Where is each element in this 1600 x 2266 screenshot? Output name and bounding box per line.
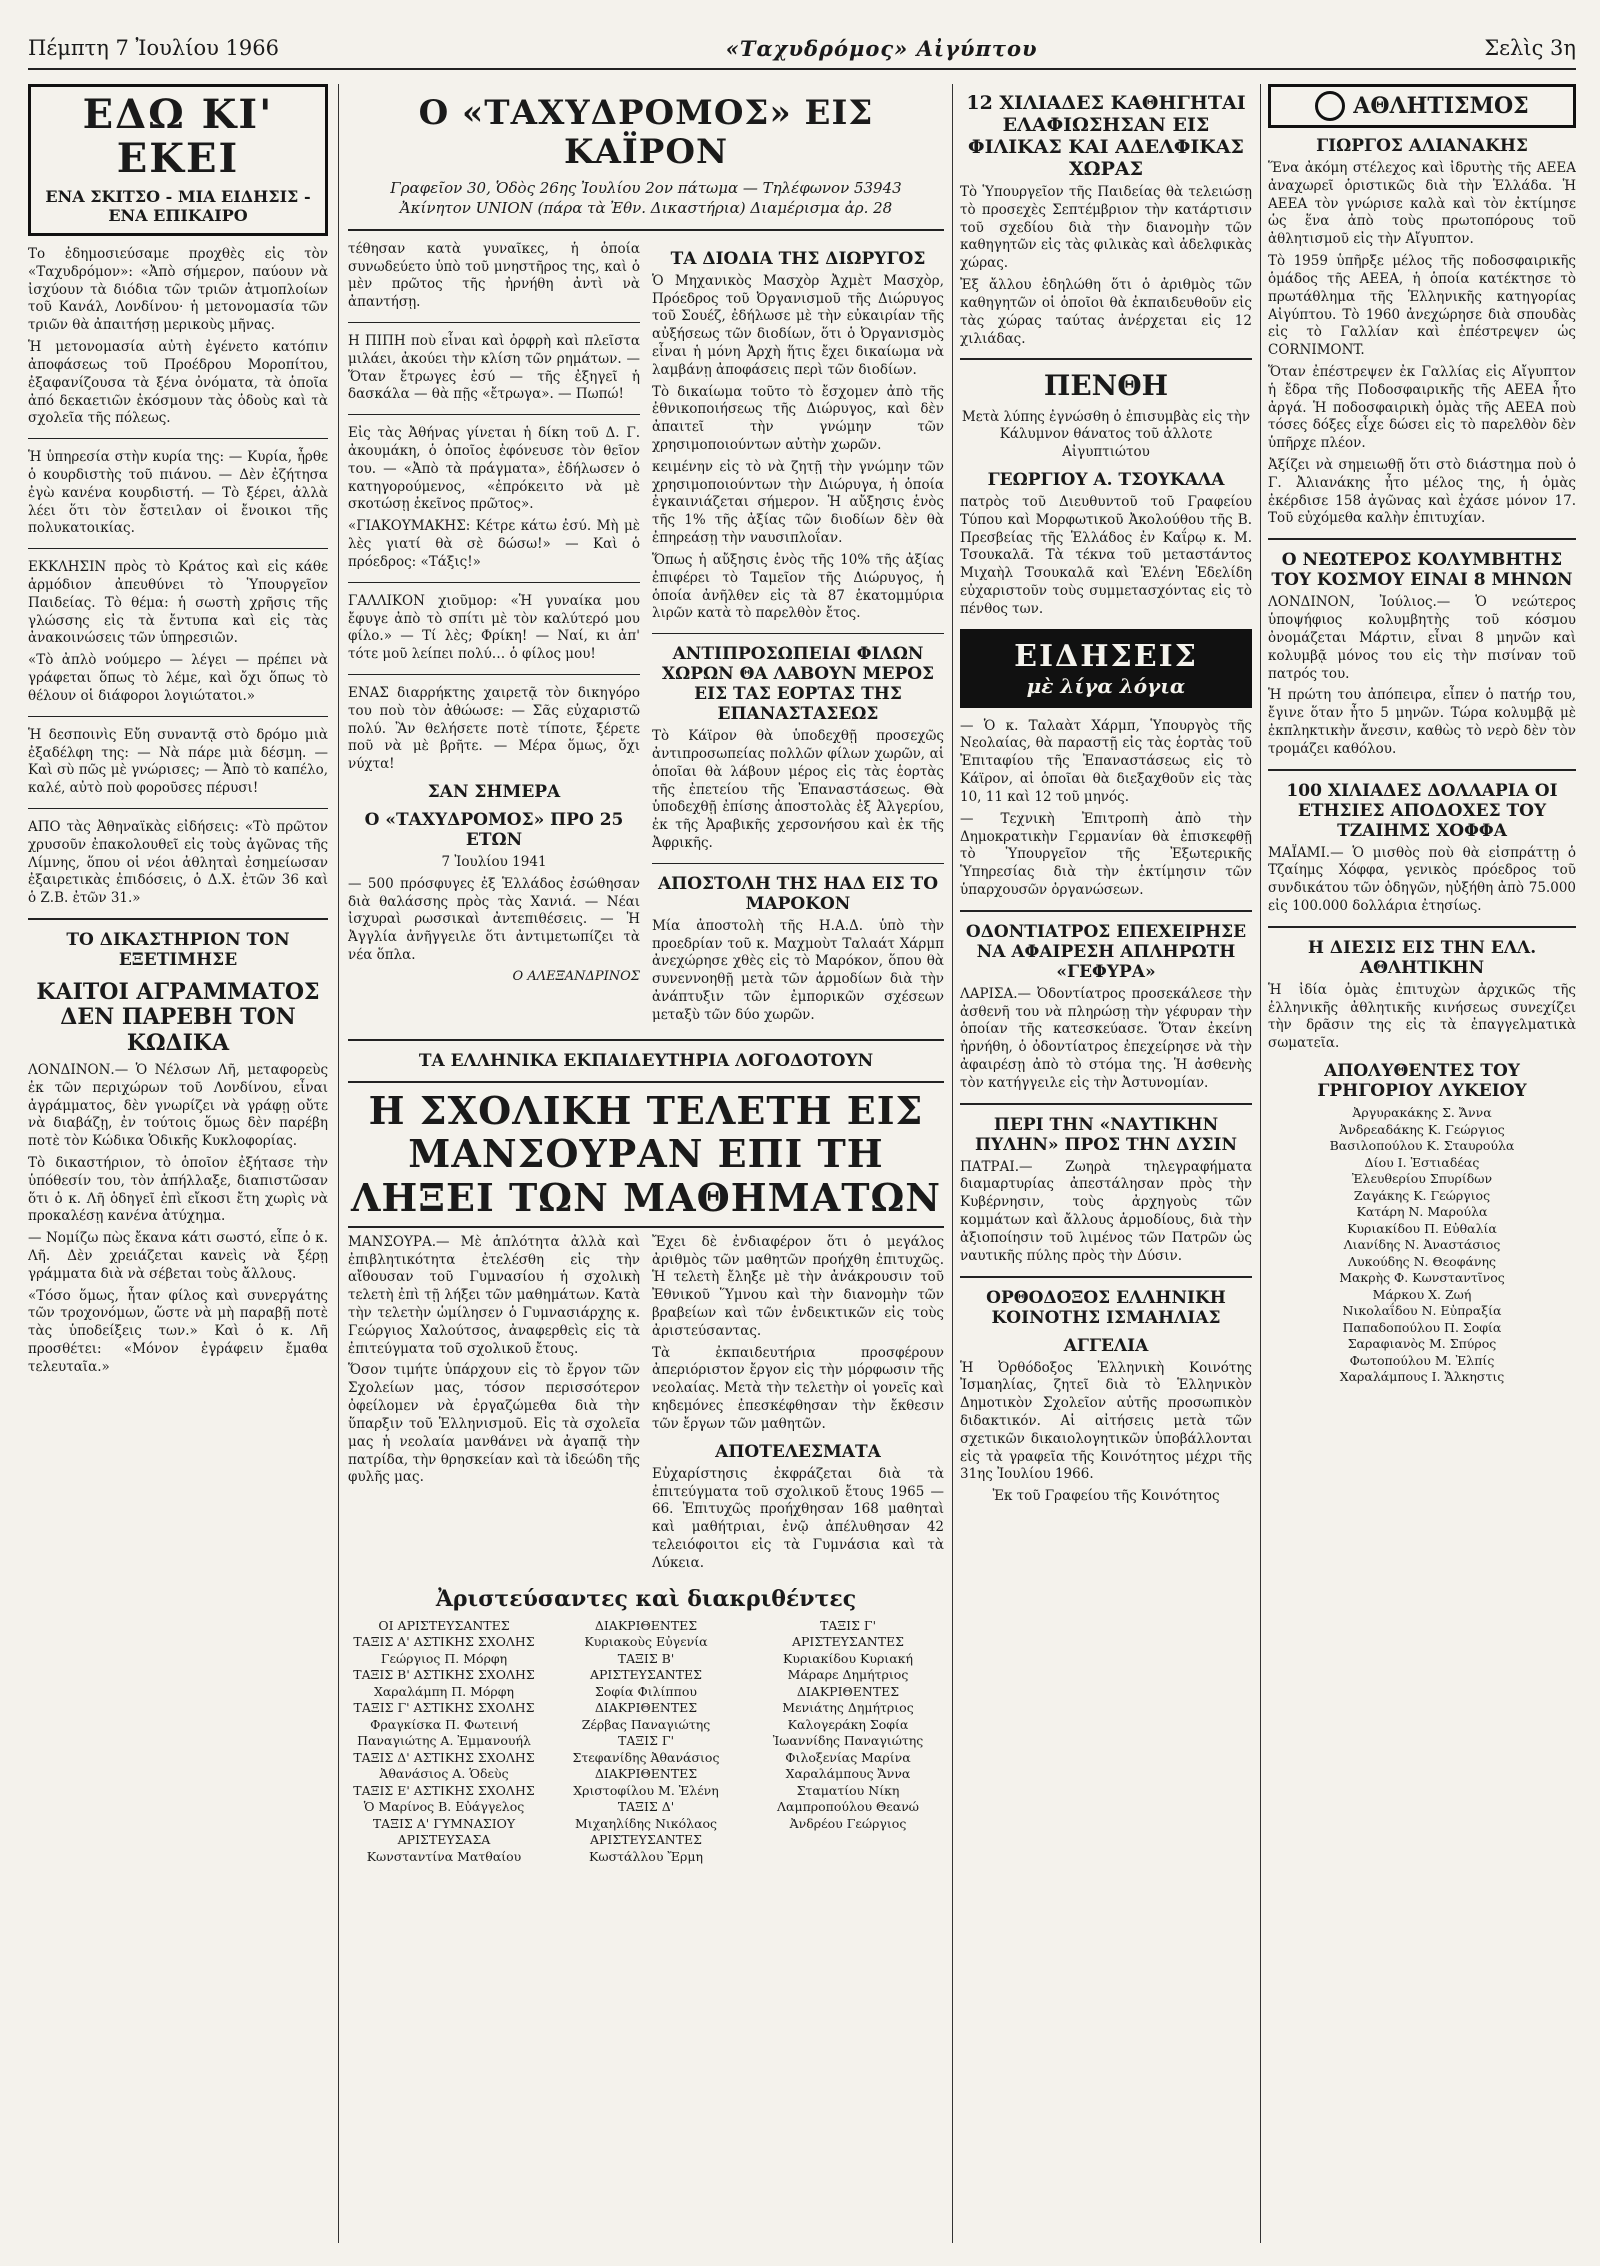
article-paragraph: Τὸ δικαστήριον, τὸ ὁποῖον ἐξήτασε τὴν ὑπόθεσίν του, τὸν ἀπήλλαξε, διαπιστῶσαν ὅτι ὁ κ. Λῆ ὁδηγεῖ ἐπὶ εἴκοσι ἔτη χωρὶς νὰ προκαλέσῃ κανένα ἀτύχημα. (28, 1154, 328, 1225)
article-paragraph: Η ΠΙΠΗ ποὺ εἶναι καὶ ὀρφρὴ καὶ πλεῖστα μιλάει, ἀκούει τὴν κλίση τῶν ρημάτων. — Ὅταν ἔτρωγες ἐσύ — τῆς ἐξηγεῖ ἡ δασκάλα — θὰ πῇς «ἔτρωγα». — Πωπώ! (348, 332, 640, 403)
list-item: Σοφία Φιλίππου (595, 1683, 697, 1699)
article-paragraph: ΛΟΝΔΙΝΟΝ, Ἰούλιος.— Ὁ νεώτερος ὑποψήφιος κολυμβητὴς τοῦ κόσμου ὀνομάζεται Μάρτιν, εἶναι 8 μηνῶν καὶ κολυμβᾷ μόνος του εἰς τὴν πισίναν τοῦ πατρός του. (1268, 594, 1576, 682)
list-item: Ἀνδρεαδάκης Κ. Γεώργιος (1339, 1121, 1505, 1137)
list-item: ΤΑΞΙΣ Β' ΑΣΤΙΚΗΣ ΣΧΟΛΗΣ (353, 1667, 535, 1683)
article-paragraph: Τὸ Κάϊρον θὰ ὑποδεχθῇ προσεχῶς ἀντιπροσωπείας πολλῶν φίλων χωρῶν, αἱ ὁποῖαι θὰ λάβουν μέρος εἰς τὰς ἑορτὰς τῆς ἐπετείου τῆς Ἐπαναστάσεως. Θὰ ὑποδεχθῇ ἐπίσης ἀποστολὰς ἐξ Ἀλγερίου, ἐκ τῆς Ἀραβικῆς χερσονήσου καὶ ἐκ τῆς Ἀφρικῆς. (652, 728, 944, 851)
list-item: ΤΑΞΙΣ Δ' ΑΣΤΙΚΗΣ ΣΧΟΛΗΣ (353, 1749, 535, 1765)
list-item: Ἐλευθερίου Σπυρίδων (1351, 1171, 1493, 1187)
article-paragraph: ΜΑΝΣΟΥΡΑ.— Μὲ ἁπλότητα ἀλλὰ καὶ ἐπιβλητικότητα ἐτελέσθη εἰς τὴν αἴθουσαν τοῦ Γυμνασίου ἡ σχολικὴ τελετὴ ἐπὶ τῇ λήξει τῶν μαθημάτων. Κατὰ τὴν τελετὴν ὡμίλησεν ὁ Γυμνασιάρχης κ. Γεώργιος Χαλούτσος, ἀναφερθεὶς εἰς τὰ ἐπιτεύγματα τοῦ σχολικοῦ ἔτους. (348, 1233, 640, 1357)
column-news (960, 84, 1252, 2243)
paper-name: «Ταχυδρόμος» Αἰγύπτου (725, 35, 1038, 61)
list-item: Καλογεράκη Σοφία (787, 1716, 909, 1732)
list-item: Φωτοπούλου Μ. Ἐλπίς (1349, 1352, 1495, 1368)
list-item: Μιχαηλίδης Νικόλαος (574, 1815, 718, 1831)
list-item: Κωστάλλου Ἔρμη (589, 1848, 703, 1864)
article-headline: ΓΙΩΡΓΟΣ ΑΛΙΑΝΑΚΗΣ (1316, 136, 1528, 156)
column-masthead (28, 84, 328, 236)
article-paragraph: ΕΚΚΛΗΣΙΝ πρὸς τὸ Κράτος καὶ εἰς κάθε ἁρμόδιον ἀπευθύνει τὸ Ὑπουργεῖον Παιδείας. Τὸ θέμα: ἡ σωστὴ χρῆσις τῆς γλώσσης εἰς τὰ ἔντυπα καὶ εἰς τὰς ἀνακοινώσεις τῶν ὑπηρεσιῶν. (28, 559, 328, 647)
list-item: Φραγκίσκα Π. Φωτεινή (370, 1716, 518, 1732)
article-paragraph: Μετὰ λύπης ἐγνώσθη ὁ ἐπισυμβὰς εἰς τὴν Κάλυμνον θάνατος τοῦ ἀλλοτε Αἰγυπτιώτου (961, 408, 1251, 461)
article-paragraph: ΛΑΡΙΣΑ.— Ὀδοντίατρος προσεκάλεσε τὴν ἀσθενῆ του νὰ πληρώσῃ τὴν γέφυραν τὴν ὁποίαν τῆς κατεσκεύασε. Ὅταν ἐκείνη ἠρνήθη, ὁ ὀδοντίατρος ἐπεχείρησε νὰ τὴν ἀφαιρέσῃ ἀπὸ τὸ στόμα της. Ἡ ἀσθενὴς τὸν κατήγγειλε εἰς τὴν Ἀστυνομίαν. (960, 985, 1252, 1091)
issue-date: Πέμπτη 7 Ἰουλίου 1966 (28, 36, 279, 60)
article-paragraph: — Νομίζω πὼς ἔκανα κάτι σωστό, εἶπε ὁ κ. Λῆ. Δὲν χρειάζεται κανεὶς νὰ ξέρῃ γράμματα διὰ νὰ σέβεται τοὺς ἄλλους. (28, 1230, 328, 1282)
article-paragraph: «ΓΙΑΚΟΥΜΑΚΗΣ: Κέτρε κάτω ἐσύ. Μὴ μὲ λὲς γιατί θὰ σὲ δώσω!» — Καὶ ὁ πρόεδρος: «Τάξις!» (348, 518, 640, 570)
list-item: ΤΑΞΙΣ Α' ΑΣΤΙΚΗΣ ΣΧΟΛΗΣ (353, 1634, 535, 1650)
article-headline: Η ΣΧΟΛΙΚΗ ΤΕΛΕΤΗ ΕΙΣ ΜΑΝΣΟΥΡΑΝ ΕΠΙ ΤΗ ΛΗΞΕΙ ΤΩΝ ΜΑΘΗΜΑΤΩΝ (348, 1081, 944, 1228)
list-item: Ἀθανάσιος Α. Ὁδεὺς (379, 1766, 509, 1782)
list-item: Ὁ Μαρίνος Β. Εὐάγγελος (363, 1799, 525, 1815)
list-item: ΤΑΞΙΣ Γ' (617, 1733, 675, 1749)
list-item: Ἀνδρέου Γεώργιος (789, 1815, 907, 1831)
honors-lists (348, 1618, 944, 1866)
article-paragraph: Ἡ δεσποινὶς Εὔη συναντᾷ στὸ δρόμο μιὰ ἐξαδέλφη της: — Νὰ πάρε μιὰ δέσμη. — Καὶ σὺ πῶς μὲ γνώρισες; — Ἀπὸ τὸ καπέλο, καλέ, αὐτὸ ποὺ φοροῦσες πέρυσι! (28, 726, 328, 797)
list-item: Γεώργιος Π. Μόρφη (380, 1650, 508, 1666)
list-item: Ζέρβας Παναγιώτης (581, 1716, 711, 1732)
schools-body (348, 1234, 944, 1577)
article-headline: 12 ΧΙΛΙΑΔΕΣ ΚΑΘΗΓΗΤΑΙ ΕΛΑΦΙΩΣΗΣΑΝ ΕΙΣ ΦΙΛΙΚΑΣ ΚΑΙ ΑΔΕΛΦΙΚΑΣ ΧΩΡΑΣ (966, 92, 1246, 180)
anniversary-date: 7 Ἰουλίου 1941 (441, 854, 547, 870)
article-headline: Ο ΝΕΩΤΕΡΟΣ ΚΟΛΥΜΒΗΤΗΣ ΤΟΥ ΚΟΣΜΟΥ ΕΙΝΑΙ 8 ΜΗΝΩΝ (1271, 550, 1573, 591)
article-paragraph: ΕΝΑΣ διαρρήκτης χαιρετᾷ τὸν δικηγόρο του ποὺ τὸν ἀθώωσε: — Σᾶς εὐχαριστῶ πολύ. Ἂν θελήσετε ποτὲ τίποτε, ξέρετε ποῦ νὰ μὲ βρῆτε. — Μέρα ὅμως, ὄχι νύχτα! (348, 684, 640, 773)
column-sports (1268, 84, 1576, 2243)
article-headline: ΠΕΡΙ ΤΗΝ «ΝΑΥΤΙΚΗΝ ΠΥΛΗΝ» ΠΡΟΣ ΤΗΝ ΔΥΣΙΝ (974, 1114, 1238, 1155)
list-item: Χαραλάμπη Π. Μόρφη (373, 1683, 515, 1699)
news-brief-banner (960, 629, 1252, 708)
column-author: Ο ΑΛΕΞΑΝΔΡΙΝΟΣ (512, 968, 640, 984)
list-item: ΔΙΑΚΡΙΘΕΝΤΕΣ (594, 1766, 698, 1782)
article-paragraph: ΜΑΪΑΜΙ.— Ὁ μισθὸς ποὺ θὰ εἰσπράττῃ ὁ Τζαίημς Χόφφα, γενικὸς πρόεδρος τοῦ συνδικάτου τῶν ὁδηγῶν, ηὐξήθη ἀπὸ 75.000 εἰς 100.000 δολλάρια ἐτησίως. (1268, 844, 1576, 914)
list-item: Φιλοξενίας Μαρίνα (785, 1749, 911, 1765)
article-paragraph: — Τεχνικὴ Ἐπιτροπὴ ἀπὸ τὴν Δημοκρατικὴν Γερμανίαν θὰ ἐπισκεφθῇ τὸ Ὑπουργεῖον τῆς Ἐξωτερικῆς Ὑπηρεσίας διὰ τὴν ἐκτίμησιν τῶν ὑπαρχουσῶν ὀργανώσεων. (960, 810, 1252, 898)
article-headline: 100 ΧΙΛΙΑΔΕΣ ΔΟΛΛΑΡΙΑ ΟΙ ΕΤΗΣΙΕΣ ΑΠΟΔΟΧΕΣ ΤΟΥ ΤΖΑΙΗΜΣ ΧΟΦΦΑ (1286, 780, 1558, 841)
list-item: Κυριακοὺς Εὐγενία (584, 1634, 708, 1650)
address-line: Ἀκίνητον UNION (πάρα τὰ Ἐθν. Δικαστήρια) Διαμέρισμα ἀρ. 28 (399, 199, 893, 218)
list-item: Λιανίδης Ν. Ἀναστάσιος (1343, 1237, 1501, 1253)
column-rule (952, 84, 953, 2243)
list-item: ΔΙΑΚΡΙΘΕΝΤΕΣ (796, 1683, 900, 1699)
address-line: Γραφεῖον 30, Ὁδὸς 26ης Ἰουλίου 2ον πάτωμα — Τηλέφωνον 53943 (390, 179, 902, 198)
list-item: Λαμπροπούλου Θεανώ (777, 1799, 919, 1815)
column-rule (1260, 84, 1261, 2243)
article-paragraph: Ἡ ἰδία ὁμὰς ἐπιτυχὼν ἀρχικῶς τῆς ἐλληνικῆς ἀθλητικῆς κινήσεως συνεχίζει τὴν δρᾶσιν της εἰς τὰ ἐπαγγελματικὰ σωματεῖα. (1268, 981, 1576, 1052)
column-edo-ki-ekei (28, 84, 328, 2243)
article-paragraph: ΠΑΤΡΑΙ.— Ζωηρὰ τηλεγραφήματα διαμαρτυρίας ἀπεστάλησαν πρὸς τὴν Κυβέρνησιν, τοὺς ἀρχηγοὺς τῶν κομμάτων καὶ ἄλλους ἁρμοδίους, διὰ τὴν ἀξιοποίησιν τοῦ λιμένος τῶν Πατρῶν ὡς ναυτικῆς πύλης πρὸς τὴν Δύσιν. (960, 1158, 1252, 1264)
column-center (348, 84, 944, 2243)
list-item: Σταματίου Νίκη (796, 1782, 900, 1798)
list-item: ΟΙ ΑΡΙΣΤΕΥΣΑΝΤΕΣ (378, 1617, 510, 1633)
list-item: ΤΑΞΙΣ Δ' (617, 1799, 675, 1815)
honors-list-right (752, 1618, 944, 1866)
article-paragraph: Το ἐδημοσιεύσαμε προχθὲς εἰς τὸν «Ταχυδρόμον»: «Ἀπὸ σήμερον, παύουν νὰ ἰσχύουν τὰ διόδια τῶν τριῶν ἀτμοπλοίων τοῦ Κανάλ, Λονδίνου· ἡ μετονομασία τῶν τριῶν θὰ ἀπαιτήσῃ μερικοὺς μῆνας. (28, 246, 328, 334)
article-paragraph: Ἡ ὑπηρεσία στὴν κυρία της: — Κυρία, ἦρθε ὁ κουρδιστὴς τοῦ πιάνου. — Δὲν ἐζήτησα ἐγὼ κανένα κουρδιστή. — Τὸ ξέρει, ἀλλὰ λέει ὅτι τὸν ἔστειλαν οἱ ἔνοικοι τῆς πολυκατοικίας. (28, 449, 328, 537)
article-headline: ΑΠΟΣΤΟΛΗ ΤΗΣ ΗΑΔ ΕΙΣ ΤΟ ΜΑΡΟΚΟΝ (657, 873, 939, 914)
list-item: Κυριακίδου Π. Εὐθαλία (1347, 1220, 1497, 1236)
obituary-name: ΓΕΩΡΓΙΟΥ Α. ΤΣΟΥΚΑΛΑ (987, 469, 1225, 490)
article-paragraph: Ἡ Ὀρθόδοξος Ἑλληνικὴ Κοινότης Ἰσμαηλίας, ζητεῖ διὰ τὸ Ἑλληνικὸν Δημοτικὸν Σχολεῖον αὐτῆς προσωπικὸν διδακτικόν. Αἱ αἰτήσεις μετὰ τῶν σχετικῶν δικαιολογητικῶν ὑποβάλλονται εἰς τὰ γραφεῖα τῆς Κοινότητος μέχρι τῆς 31ης Ἰουλίου 1966. (960, 1359, 1252, 1483)
article-paragraph: Ἡ πρώτη του ἀπόπειρα, εἶπεν ὁ πατήρ του, ἔγινε ὅταν ἦτο 5 μηνῶν. Τώρα κολυμβᾷ μὲ ἐκπληκτικὴν ἄνεσιν, καθὼς τὸ νερὸ δὲν τὸν τρομάζει καθόλου. (1268, 687, 1576, 757)
article-paragraph: Ὅπως ἡ αὔξησις ἑνὸς τῆς 10% τῆς ἀξίας ἐπιφέρει τὸ Ταμεῖον τῆς Διώρυγος, ἡ ὁποία ἀνῆλθεν εἰς τὰ 87 ἑκατομμύρια λιρῶν κατὰ τὸ παρελθὸν ἔτος. (652, 551, 944, 622)
column-rule (338, 84, 339, 2243)
article-paragraph: Εὐχαρίστησις ἐκφράζεται διὰ τὰ ἐπιτεύγματα τοῦ σχολικοῦ ἔτους 1965 — 66. Ἐπιτυχῶς προήχθησαν 168 μαθηταὶ καὶ μαθήτριαι, ἐνῷ ἀπέλυθησαν 42 τελειόφοιτοι εἰς τὰ Γυμνάσια καὶ τὰ Λύκεια. (652, 1465, 944, 1571)
article-kicker: ΤΑ ΕΛΛΗΝΙΚΑ ΕΚΠΑΙΔΕΥΤΗΡΙΑ ΛΟΓΟΔΟΤΟΥΝ (418, 1050, 874, 1071)
list-title: ΑΠΟΛΥΘΕΝΤΕΣ ΤΟΥ ΓΡΗΓΟΡΙΟΥ ΛΥΚΕΙΟΥ (1317, 1061, 1527, 1102)
list-item: Στεφανίδης Ἀθανάσιος (572, 1749, 720, 1765)
sports-masthead (1268, 84, 1576, 128)
obituary-title: ΠΕΝΘΗ (1043, 369, 1169, 403)
list-item: Ζαγάκης Κ. Γεώργιος (1353, 1187, 1491, 1203)
article-paragraph: «Τόσο ὅμως, ἦταν φίλος καὶ συνεργάτης τῶν τροχονόμων, ὥστε νὰ μὴ παραβῇ ποτὲ τὰς ὑποδείξεις των.» Καὶ ὁ κ. Λῆ προσθέτει: «Μόνον ἐγράφειν ἔμαθα τελευταῖα.» (28, 1287, 328, 1375)
list-item: Νικολαΐδου Ν. Εὐπραξία (1342, 1303, 1502, 1319)
office-address (348, 178, 944, 219)
section-title: ΑΘΛΗΤΙΣΜΟΣ (1353, 93, 1529, 119)
article-paragraph: ΑΠΟ τὰς Ἀθηναϊκὰς εἰδήσεις: «Τὸ πρῶτον χρυσοῦν ἐπακολουθεῖ εἰς τοὺς ἀγῶνας τῆς Λίμνης, ὅπου οἱ νέοι ἀθληταὶ ἐσημείωσαν ἐξαιρετικὰς ἐπιδόσεις, ὁ Δ.Χ. ἐτῶν 36 καὶ ὁ Ζ.Β. ἐτῶν 31.» (28, 818, 328, 907)
list-item: ΑΡΙΣΤΕΥΣΑΝΤΕΣ (589, 1667, 703, 1683)
list-item: Δίου Ι. Ἑστιαδέας (1364, 1154, 1480, 1170)
banner-title: ΕΙΔΗΣΕΙΣ (1014, 638, 1198, 674)
column-title: ΕΔΩ ΚΙ' ΕΚΕΙ (82, 91, 274, 182)
article-kicker: ΤΟ ΔΙΚΑΣΤΗΡΙΟΝ ΤΟΝ ΕΞΕΤΙΜΗΣΕ (66, 930, 290, 970)
article-paragraph: «Τὸ ἀπλὸ νούμερο — λέγει — πρέπει νὰ γράφεται ὅπως τὸ λέμε, καὶ ὄχι ὅπως τὸ θέλουν οἱ διάφοροι λογιώτατοι.» (28, 652, 328, 704)
list-item: Χαραλάμπους Ι. Ἄλκηστις (1339, 1369, 1505, 1385)
article-paragraph: κειμένην εἰς τὸ νὰ ζητῇ τὴν γνώμην τῶν χρησιμοποιούντων τὴν Διώρυγα, ἡ ὁποία ἐγκαινιάζεται σήμερον. Ἡ αὔξησις ἑνὸς τῆς 1% τῆς ἀξίας τῶν διοδίων δὲν θὰ ἐπηρεάσῃ τὴν ναυσιπλοΐαν. (652, 458, 944, 547)
list-item: Παναγιώτης Α. Ἐμμανουήλ (357, 1733, 531, 1749)
article-headline: ΤΑ ΔΙΟΔΙΑ ΤΗΣ ΔΙΩΡΥΓΟΣ (670, 248, 926, 269)
list-item: ΤΑΞΙΣ Γ' ΑΣΤΙΚΗΣ ΣΧΟΛΗΣ (353, 1700, 535, 1716)
list-item: Βασιλοπούλου Κ. Σταυρούλα (1329, 1138, 1515, 1154)
anniversary-subtitle: Ο «ΤΑΧΥΔΡΟΜΟΣ» ΠΡΟ 25 ΕΤΩΝ (364, 810, 624, 850)
list-item: ΑΡΙΣΤΕΥΣΑΝΤΕΣ (791, 1634, 905, 1650)
results-title: ΑΠΟΤΕΛΕΣΜΑΤΑ (715, 1441, 881, 1462)
graduates-list (1268, 1105, 1576, 1386)
list-item: ΔΙΑΚΡΙΘΕΝΤΕΣ (594, 1617, 698, 1633)
article-paragraph: — Ὁ κ. Ταλαὰτ Χάρμπ, Ὑπουργὸς τῆς Νεολαίας, θὰ παραστῇ εἰς τὰς ἑορτὰς τοῦ Ἐπιταφίου τῆς Ἐπαναστάσεως εἰς τὸ Κάϊρον, αἱ ὁποῖαι θὰ διεξαχθοῦν εἰς τὰς 10, 11 καὶ 12 τοῦ μηνός. (960, 717, 1252, 805)
page-header (28, 28, 1576, 70)
anniversary-text: — 500 πρόσφυγες ἐξ Ἑλλάδος ἐσώθησαν διὰ θαλάσσης πρὸς τὰς Χανιά. — Νέαι ἰσχυραὶ ρωσσικαὶ ἀντεπιθέσεις. — Ἡ Ἀγγλία ἀνῆγγειλε ὅτι ἀντιμετωπίζει τὰ νέα ὅπλα. (348, 875, 640, 964)
list-item: ΔΙΑΚΡΙΘΕΝΤΕΣ (594, 1700, 698, 1716)
article-headline: ΟΔΟΝΤΙΑΤΡΟΣ ΕΠΕΧΕΙΡΗΣΕ ΝΑ ΑΦΑΙΡΕΣΗ ΑΠΛΗΡΩΤΗ «ΓΕΦΥΡΑ» (965, 921, 1247, 982)
list-item: ΑΡΙΣΤΕΥΣΑΣΑ (397, 1832, 491, 1848)
list-item: ΤΑΞΙΣ Γ' (819, 1617, 877, 1633)
article-paragraph: Ἀξίζει νὰ σημειωθῇ ὅτι στὸ διάστημα ποὺ ὁ Γ. Ἀλιανάκης ἦτο μέλος της, ἡ ὁμὰς ἐκέρδισε 158 ἀγῶνας καὶ ἐχάσε μόνον 17. Τοῦ εὐχόμεθα καλὴν ἐπιτυχίαν. (1268, 457, 1576, 527)
list-item: Χριστοφίλου Μ. Ἑλένη (573, 1782, 719, 1798)
list-item: Ἰωαννίδης Παναγιώτης (772, 1733, 924, 1749)
banner-subtitle: μὲ λίγα λόγια (1026, 673, 1186, 698)
article-headline: ΑΝΤΙΠΡΟΣΩΠΕΙΑΙ ΦΙΛΩΝ ΧΩΡΩΝ ΘΑ ΛΑΒΟΥΝ ΜΕΡΟΣ ΕΙΣ ΤΑΣ ΕΟΡΤΑΣ ΤΗΣ ΕΠΑΝΑΣΤΑΣΕΩΣ (661, 644, 935, 725)
list-item: Κωνσταντίνα Ματθαίου (366, 1848, 522, 1864)
list-item: Κατάρη Ν. Μαρούλα (1356, 1204, 1488, 1220)
list-item: ΤΑΞΙΣ Α' ΓΥΜΝΑΣΙΟΥ (372, 1815, 516, 1831)
article-paragraph: Ὅσον τιμήτε ὑπάρχουν εἰς τὸ ἔργον τῶν Σχολείων μας, τόσον περισσότερον ὀφείλομεν νὰ ἐργαζώμεθα διὰ τὴν ὕπαρξιν τοῦ Ἑλληνισμοῦ. Εἰς τὰ σχολεῖα μας ἡ νεολαία μανθάνει νὰ ἀγαπᾷ τὴν πατρίδα, τὴν θρησκείαν καὶ τὰ ἰδεώδη τῆς φυλῆς μας. (348, 1362, 640, 1486)
article-paragraph: πατρὸς τοῦ Διευθυντοῦ τοῦ Γραφείου Τύπου καὶ Μορφωτικοῦ Ἀκολούθου τῆς Β. Πρεσβείας τῆς Ἑλλάδος ἐν Καΐρῳ κ. Μ. Τσουκαλᾶ. Τὰ τέκνα τοῦ μεταστάντος Μιχαὴλ Τσουκαλᾶ καὶ Ἑλένη Ἑδελίδη εὐχαριστοῦν τοὺς συμμετασχόντας εἰς τὸ πένθος των. (960, 493, 1252, 617)
article-headline: ΚΑΙΤΟΙ ΑΓΡΑΜΜΑΤΟΣ ΔΕΝ ΠΑΡΕΒΗ ΤΟΝ ΚΩΔΙΚΑ (36, 979, 320, 1056)
article-paragraph: Τὸ Ὑπουργεῖον τῆς Παιδείας θὰ τελειώσῃ τὸ προσεχὲς Σεπτέμβριον τὴν κατάρτισιν τοῦ σχεδίου διὰ τὴν διανομὴν τῶν καθηγητῶν εἰς τὰς φιλικὰς καὶ ἀδελφικὰς χώρας. (960, 184, 1252, 272)
honors-list-middle (550, 1618, 742, 1866)
list-item: ΤΑΞΙΣ Β' (617, 1650, 675, 1666)
article-paragraph: Τὸ δικαίωμα τοῦτο τὸ ἔσχομεν ἀπὸ τῆς ἐθνικοποιήσεως τῆς Διώρυγος, καὶ δὲν ἀπαιτεῖ τὴν γνώμην τῶν χρησιμοποιούντων αὐτὴν χωρῶν. (652, 383, 944, 453)
article-paragraph: Ὁ Μηχανικὸς Μασχὸρ Ἀχμὲτ Μασχὸρ, Πρόεδρος τοῦ Ὀργανισμοῦ τῆς Διώρυγος τοῦ Σουέζ, ἐδήλωσε μὲ τὴν εὐκαιρίαν τῆς αὐξήσεως τῶν διοδίων, ὅτι ὁ Ὀργανισμὸς εἶναι ἡ μόνη Ἀρχὴ ἥτις ἔχει δικαίωμα νὰ λαμβάνῃ ἀποφάσεις περὶ τῶν διοδίων. (652, 272, 944, 378)
list-item: Χαραλάμπους Ἄννα (785, 1766, 911, 1782)
office-title: Ο «ΤΑΧΥΔΡΟΜΟΣ» ΕΙΣ ΚΑΪΡΟΝ (418, 93, 874, 173)
article-paragraph: Εἰς τὰς Ἀθήνας γίνεται ἡ δίκη τοῦ Δ. Γ. ἀκουμάκη, ὁ ὁποῖος ἐφόνευσε τὸν θεῖον του. — «Ἀπὸ τὰ πράγματα», ἐδήλωσεν ὁ κατηγορούμενος, «ἐπρόκειτο νὰ μὲ σκοτώσῃ ἐκεῖνος πρῶτος». (348, 425, 640, 513)
list-item: Μάραρε Δημήτριος (787, 1667, 909, 1683)
page-number: Σελὶς 3η (1484, 36, 1576, 60)
article-paragraph: Τὰ ἐκπαιδευτήρια προσφέρουν ἀπεριόριστον ἔργον εἰς τὴν μόρφωσιν τῆς νεολαίας. Μετὰ τὴν τελετὴν οἱ γονεῖς καὶ κηδεμόνες ἐπεσκέφθησαν τὴν ἔκθεσιν τῶν ἔργων τῶν μαθητῶν. (652, 1344, 944, 1432)
notice-label: ΑΓΓΕΛΙΑ (1063, 1335, 1149, 1356)
article-paragraph: Ἡ μετονομασία αὐτὴ ἐγένετο κατόπιν ἀποφάσεως τοῦ Προέδρου Μοροπίτου, ἐξαφανίζουσα τὰ ξένα ὀνόματα, τὰ ὁποῖα ἀπό δεκαετιῶν ἐκόσμουν τὰς ὁδοὺς καὶ τὰ σχολεῖα τῆς πόλεως. (28, 339, 328, 427)
subcolumn-right (652, 241, 944, 1029)
list-item: ΤΑΞΙΣ Ε' ΑΣΤΙΚΗΣ ΣΧΟΛΗΣ (353, 1782, 535, 1798)
newspaper-page (28, 28, 1576, 2243)
subcolumn-left (348, 241, 640, 1029)
article-headline: Η ΔΙΕΣΙΣ ΕΙΣ ΤΗΝ ΕΛΛ. ΑΘΛΗΤΙΚΗΝ (1307, 937, 1537, 978)
column-subtitle: ΕΝΑ ΣΚΙΤΣΟ - ΜΙΑ ΕΙΔΗΣΙΣ - ΕΝΑ ΕΠΙΚΑΙΡΟ (45, 187, 311, 225)
article-paragraph: Ὅταν ἐπέστρεψεν ἐκ Γαλλίας εἰς Αἴγυπτον ἡ ἔδρα τῆς Ποδοσφαιρικῆς τῆς ΑΕΕΑ ἦτο ἀργά. Ἡ ποδοσφαιρικὴ ὁμὰς τῆς ΑΕΕΑ ποὺ τόσες δόξες εἶχε δώσει εἰς τὸ παρελθὸν δὲν ὑπῆρχε πλέον. (1268, 363, 1576, 452)
list-item: Κυριακίδου Κυριακή (783, 1650, 913, 1666)
article-paragraph: Τὸ 1959 ὑπῆρξε μέλος τῆς ποδοσφαιρικῆς ὁμάδος τῆς ΑΕΕΑ, ἡ ὁποία κατέκτησε τὸ πρωτάθλημα τῆς Ἑλληνικῆς κατηγορίας Αἰγύπτου. Τὸ 1960 ἀνεχώρησε διὰ σπουδὰς εἰς τὸ Γαλλίαν καὶ ἐπέστρεψεν ὡς CORNIMONT. (1268, 253, 1576, 359)
article-paragraph: ΓΑΛΛΙΚΟΝ χιοῦμορ: «Ἡ γυναίκα μου ἔφυγε ἀπὸ τὸ σπίτι μὲ τὸν καλύτερό μου φίλο.» — Τί λὲς; Φρίκη! — Ναί, κι ἀπ' τότε μοῦ λείπει πολύ… ὁ φίλος μου! (348, 592, 640, 663)
upper-split (348, 241, 944, 1029)
article-paragraph: Ἕνα ἀκόμη στέλεχος καὶ ἰδρυτὴς τῆς ΑΕΕΑ ἀναχωρεῖ ὁριστικῶς διὰ τὴν Ἑλλάδα. Ἡ ΑΕΕΑ τὸν γνώρισε καλὰ καὶ τὸν ἐκτίμησε ὡς ἕνα ἀπὸ τοὺς πρωτοπόρους τοῦ ἀθλητισμοῦ εἰς τὴν Αἴγυπτον. (1268, 160, 1576, 248)
list-item: Μενιάτης Δημήτριος (782, 1700, 914, 1716)
list-item: Λυκούδης Ν. Θεοφάνης (1348, 1253, 1496, 1269)
anniversary-title: ΣΑΝ ΣΗΜΕΡΑ (427, 782, 561, 802)
ball-icon (1315, 91, 1345, 121)
list-item: Σαραφιανὸς Μ. Σπύρος (1347, 1336, 1497, 1352)
honors-title: Ἀριστεύσαντες καὶ διακριθέντες (435, 1585, 857, 1612)
article-paragraph: ΛΟΝΔΙΝΟΝ.— Ὁ Νέλσων Λῆ, μεταφορεὺς ἐκ τῶν περιχώρων τοῦ Λονδίνου, εἶναι ἀγράμματος, δὲν γνωρίζει νὰ γράφῃ οὔτε νὰ διαβάζῃ, ἐν τούτοις ὅμως δὲν παρέβη ποτὲ τὸν Κώδικα Ὁδικῆς Κυκλοφορίας. (28, 1061, 328, 1150)
article-paragraph: τέθησαν κατὰ γυναῖκες, ἡ ὁποία συνωδεύετο ὑπὸ τοῦ μνηστῆρος της, καὶ ὁ μὲν πρῶτος τῆς ἠρνήθη ἀντὶ νὰ ἀπαντήσῃ. (348, 240, 640, 311)
list-item: Παπαδοπούλου Π. Σοφία (1342, 1319, 1502, 1335)
article-paragraph: Ἐξ ἄλλου ἐδηλώθη ὅτι ὁ ἀριθμὸς τῶν καθηγητῶν οἱ ὁποῖοι θὰ ἐκπαιδευθοῦν εἰς τὰς χώρας ταύτας ἀνέρχεται εἰς 12 χιλιάδας. (960, 277, 1252, 347)
list-item: Μακρὴς Φ. Κωνσταντῖνος (1339, 1270, 1505, 1286)
list-item: Μάρκου Χ. Ζωή (1372, 1286, 1472, 1302)
honors-list-left (348, 1618, 540, 1866)
article-paragraph: Μία ἀποστολὴ τῆς Η.Α.Δ. ὑπὸ τὴν προεδρίαν τοῦ κ. Μαχμοὺτ Ταλαάτ Χάρμπ ἀνεχώρησε χθὲς εἰς τὸ Μαρόκον, ὅπου θὰ συνεννοηθῇ μετὰ τῶν ἁρμοδίων διὰ τὴν ἀνάπτυξιν τῶν ἐμπορικῶν σχέσεων μεταξὺ τῶν δύο χωρῶν. (652, 917, 944, 1023)
article-paragraph: Ἔχει δὲ ἐνδιαφέρον ὅτι ὁ μεγάλος ἀριθμὸς τῶν μαθητῶν προήχθη ἐπιτυχῶς. Ἡ τελετὴ ἔληξε μὲ τὴν ἀνάκρουσιν τοῦ Ἐθνικοῦ Ὕμνου καὶ τὴν διανομὴν τῶν βραβείων καὶ τῶν ἐνδεικτικῶν εἰς τοὺς ἀριστεύσαντας. (652, 1233, 944, 1339)
list-item: Ἀργυρακάκης Σ. Ἄννα (1352, 1105, 1492, 1121)
list-item: ΑΡΙΣΤΕΥΣΑΝΤΕΣ (589, 1832, 703, 1848)
notice-org: ΟΡΘΟΔΟΞΟΣ ΕΛΛΗΝΙΚΗ ΚΟΙΝΟΤΗΣ ΙΣΜΑΗΛΙΑΣ (986, 1287, 1226, 1328)
notice-signature: Ἐκ τοῦ Γραφείου τῆς Κοινότητος (992, 1488, 1220, 1505)
